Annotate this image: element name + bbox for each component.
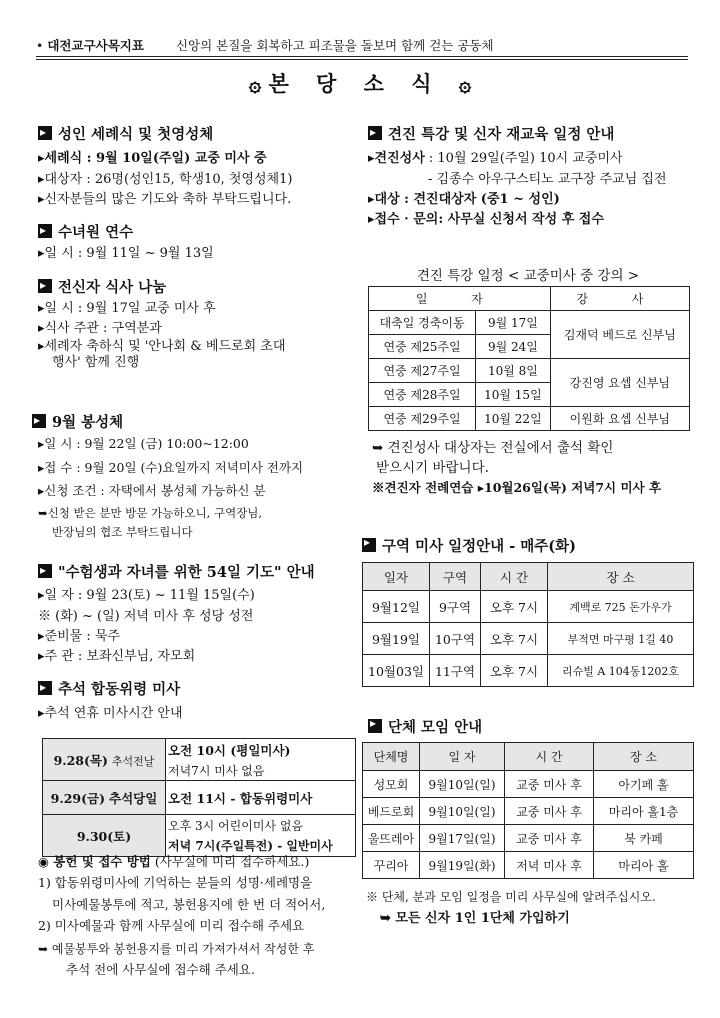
confirm-line: ▸대상 : 견진대상자 (중1 ~ 성인)	[368, 191, 560, 207]
cell: 베드로회	[363, 798, 420, 825]
prayer-line: ※ (화) ~ (일) 저녁 미사 후 성당 성전	[38, 608, 254, 624]
prayer-line: ▸주 관 : 보좌신부님, 자모회	[38, 648, 196, 664]
baptism-line: ▸세례식 : 9월 10일(주일) 교중 미사 중	[38, 151, 267, 167]
arrow-box-icon	[32, 414, 46, 428]
meal-heading: ▸전신자 식사 나눔	[38, 277, 348, 299]
district-table	[362, 562, 694, 687]
bullet-icon: •	[36, 38, 44, 53]
chuseok-method	[38, 852, 358, 979]
method-line: 2) 미사예물과 함께 사무실에 미리 접수해 주세요	[38, 918, 305, 934]
sun-icon: ۞	[248, 71, 262, 96]
lecture-name: 연중 제27주일	[369, 359, 476, 383]
cell: 리슈빌 A 104동1202호	[548, 655, 694, 687]
confirm-line: ▸견진성사 : 10월 29일(주일) 10시 교중미사	[368, 151, 623, 167]
cell: 아기페 홀	[594, 771, 694, 798]
prayer-heading: ▸"수험생과 자녀를 위한 54일 기도" 안내	[38, 562, 358, 584]
arrow-box-icon	[362, 538, 376, 552]
lecture-date: 9월 24일	[476, 335, 551, 359]
sacrament-line: ▸신청 조건 : 자택에서 봉성체 가능하신 분	[38, 483, 266, 499]
page-title	[0, 68, 720, 98]
meal-line: ▸식사 주관 : 구역분과	[38, 321, 162, 337]
lecture-speaker: 강진영 요셉 신부님	[550, 359, 689, 407]
cell: 계백로 725 돈가우가	[548, 591, 694, 623]
arrow-box-icon	[368, 126, 382, 140]
cell: 9월19일(화)	[420, 852, 505, 879]
table-row	[363, 798, 694, 825]
chuseok-mass: 오후 3시 어린이미사 없음	[166, 815, 356, 836]
method-line: 1) 합동위령미사에 기억하는 분들의 성명·세례명을	[38, 875, 313, 891]
header-motto: 신앙의 본질을 회복하고 피조물을 돌보며 함께 걷는 공동체	[175, 38, 494, 53]
lecture-col-date: 일 자	[369, 287, 551, 311]
cell: 교중 미사 후	[505, 771, 594, 798]
cell: 꾸리아	[363, 852, 420, 879]
district-heading: ▸구역 미사 일정안내 - 매주(화)	[362, 535, 576, 556]
table-row	[363, 771, 694, 798]
lecture-table	[368, 286, 690, 431]
groups-col: 시 간	[505, 743, 594, 771]
lecture-notes	[372, 438, 702, 497]
lecture-name: 연중 제29주일	[369, 407, 476, 431]
prayer-line: ▸일 자 : 9월 23(토) ~ 11월 15일(수)	[38, 588, 255, 604]
lecture-speaker: 김재덕 베드로 신부님	[550, 311, 689, 359]
chuseok-table	[42, 738, 356, 857]
left-column-3	[38, 562, 358, 724]
confirm-line: - 김종수 아우구스티노 교구장 주교님 집전	[428, 171, 667, 187]
cell: 9월10일(일)	[420, 798, 505, 825]
method-line: 추석 전에 사무실에 접수해 주세요.	[66, 962, 255, 978]
groups-note: ➥ 모든 신자 1인 1단체 가입하기	[380, 910, 570, 926]
retreat-line: ▸일 시 : 9월 11일 ~ 9월 13일	[38, 246, 214, 262]
header-rule-bottom	[36, 59, 688, 60]
cell: 성모회	[363, 771, 420, 798]
lecture-note: ※견진자 전례연습 ▸10월26일(목) 저녁7시 미사 후	[372, 479, 662, 495]
groups-col: 일 자	[420, 743, 505, 771]
left-column-2	[32, 412, 352, 542]
method-line: 미사예물봉투에 적고, 봉헌용지에 한 번 더 적어서,	[52, 896, 326, 912]
confirm-line: ▸접수 · 문의: 사무실 신청서 작성 후 접수	[368, 211, 604, 227]
district-col: 장 소	[548, 563, 694, 591]
lecture-date: 10월 15일	[476, 383, 551, 407]
right-column	[368, 124, 698, 230]
cell: 오후 7시	[481, 655, 548, 687]
chuseok-date: 9.30(토)	[43, 815, 166, 857]
groups-table	[362, 742, 694, 879]
lecture-title: 견진 특강 일정 < 교중미사 중 강의 >	[416, 268, 640, 284]
cell: 9월19일	[363, 623, 430, 655]
lecture-date: 10월 22일	[476, 407, 551, 431]
baptism-line: ▸신자분들의 많은 기도와 축하 부탁드립니다.	[38, 191, 292, 207]
lecture-date: 10월 8일	[476, 359, 551, 383]
chuseok-intro: ▸추석 연휴 미사시간 안내	[38, 705, 183, 721]
cell: 교중 미사 후	[505, 798, 594, 825]
chuseok-mass: 오전 10시 (평일미사)	[166, 739, 356, 761]
arrow-box-icon	[368, 719, 382, 733]
cell: 9구역	[430, 591, 481, 623]
cell: 북 카페	[594, 825, 694, 852]
baptism-heading: ▸성인 세례식 및 첫영성체	[38, 124, 348, 146]
groups-notes	[366, 888, 701, 929]
left-column	[38, 124, 348, 370]
header-rule-top	[36, 56, 688, 57]
lecture-note: 받으시기 바랍니다.	[376, 460, 489, 477]
cell: 마리아 홀1층	[594, 798, 694, 825]
table-row	[363, 655, 694, 687]
table-row	[363, 852, 694, 879]
cell: 10구역	[430, 623, 481, 655]
cell: 9월10일(일)	[420, 771, 505, 798]
groups-col: 장 소	[594, 743, 694, 771]
cell: 오후 7시	[481, 623, 548, 655]
sacrament-line: ▸접 수 : 9월 20일 (수)요일까지 저녁미사 전까지	[38, 459, 304, 475]
method-line: ➥ 예물봉투와 봉헌용지를 미리 가져가셔서 작성한 후	[38, 941, 315, 956]
cell: 저녁 미사 후	[505, 852, 594, 879]
chuseok-mass: 저녁 7시(주일특전) - 일반미사	[166, 836, 356, 857]
cell: 10월03일	[363, 655, 430, 687]
lecture-date: 9월 17일	[476, 311, 551, 335]
arrow-box-icon	[38, 279, 52, 293]
arrow-box-icon	[38, 681, 52, 695]
cell: 마리아 홀	[594, 852, 694, 879]
chuseok-mass: 오전 11시 - 합동위령미사	[166, 781, 356, 815]
meal-line: 행사' 함께 진행	[52, 354, 140, 370]
sacrament-line: ▸일 시 : 9월 22일 (금) 10:00~12:00	[38, 436, 249, 452]
groups-note: ※ 단체, 분과 모임 일정을 미리 사무실에 알려주십시오.	[366, 890, 656, 904]
lecture-name: 연중 제28주일	[369, 383, 476, 407]
header-org: 대전교구사목지표	[47, 38, 144, 53]
groups-heading: ▸단체 모임 안내	[368, 716, 482, 737]
confirm-heading: ▸견진 특강 및 신자 재교육 일정 안내	[368, 124, 698, 146]
sacrament-heading: ▸9월 봉성체	[32, 412, 352, 434]
lecture-name: 대축일 경축이동	[369, 311, 476, 335]
cell: 오후 7시	[481, 591, 548, 623]
cell: 교중 미사 후	[505, 825, 594, 852]
lecture-note: ➥ 견진성사 대상자는 전실에서 출석 확인	[372, 440, 614, 456]
district-col: 일자	[363, 563, 430, 591]
chuseok-mass: 저녁7시 미사 없음	[166, 761, 356, 781]
cell: 9월17일(일)	[420, 825, 505, 852]
header	[36, 36, 686, 54]
cell: 울뜨레아	[363, 825, 420, 852]
chuseok-date: 9.29(금) 추석당일	[43, 781, 166, 815]
table-row	[363, 591, 694, 623]
arrow-box-icon	[38, 564, 52, 578]
meal-line: ▸일 시 : 9월 17일 교중 미사 후	[38, 300, 216, 316]
cell: 9월12일	[363, 591, 430, 623]
title-text: 본 당 소 식	[268, 71, 442, 96]
table-row	[363, 623, 694, 655]
baptism-line: ▸대상자 : 26명(성인15, 학생10, 첫영성체1)	[38, 171, 293, 187]
district-col: 시 간	[481, 563, 548, 591]
groups-col: 단체명	[363, 743, 420, 771]
arrow-box-icon	[38, 126, 52, 140]
chuseok-heading: ▸추석 합동위령 미사	[38, 679, 358, 701]
sacrament-line: 반장님의 협조 부탁드립니다	[52, 525, 193, 540]
lecture-speaker: 이원화 요셉 신부님	[550, 407, 689, 431]
sacrament-line: ➥신청 받은 분만 방문 가능하오니, 구역장님,	[38, 505, 263, 520]
prayer-line: ▸준비물 : 묵주	[38, 628, 120, 644]
chuseok-date: 9.28(목) 추석전날	[43, 739, 166, 781]
lecture-col-speaker: 강 사	[550, 287, 689, 311]
lecture-name: 연중 제25주일	[369, 335, 476, 359]
arrow-box-icon	[38, 224, 52, 238]
method-heading: ◉ 봉헌 및 접수 방법 (사무실에 미리 접수하세요.)	[38, 854, 310, 869]
cell: 11구역	[430, 655, 481, 687]
sun-icon: ۞	[458, 71, 472, 96]
cell: 부적면 마구평 1길 40	[548, 623, 694, 655]
meal-line: ▸세례자 축하식 및 '안나회 & 베드로회 초대	[38, 339, 286, 355]
retreat-heading: ▸수녀원 연수	[38, 222, 348, 244]
district-col: 구역	[430, 563, 481, 591]
table-row	[363, 825, 694, 852]
